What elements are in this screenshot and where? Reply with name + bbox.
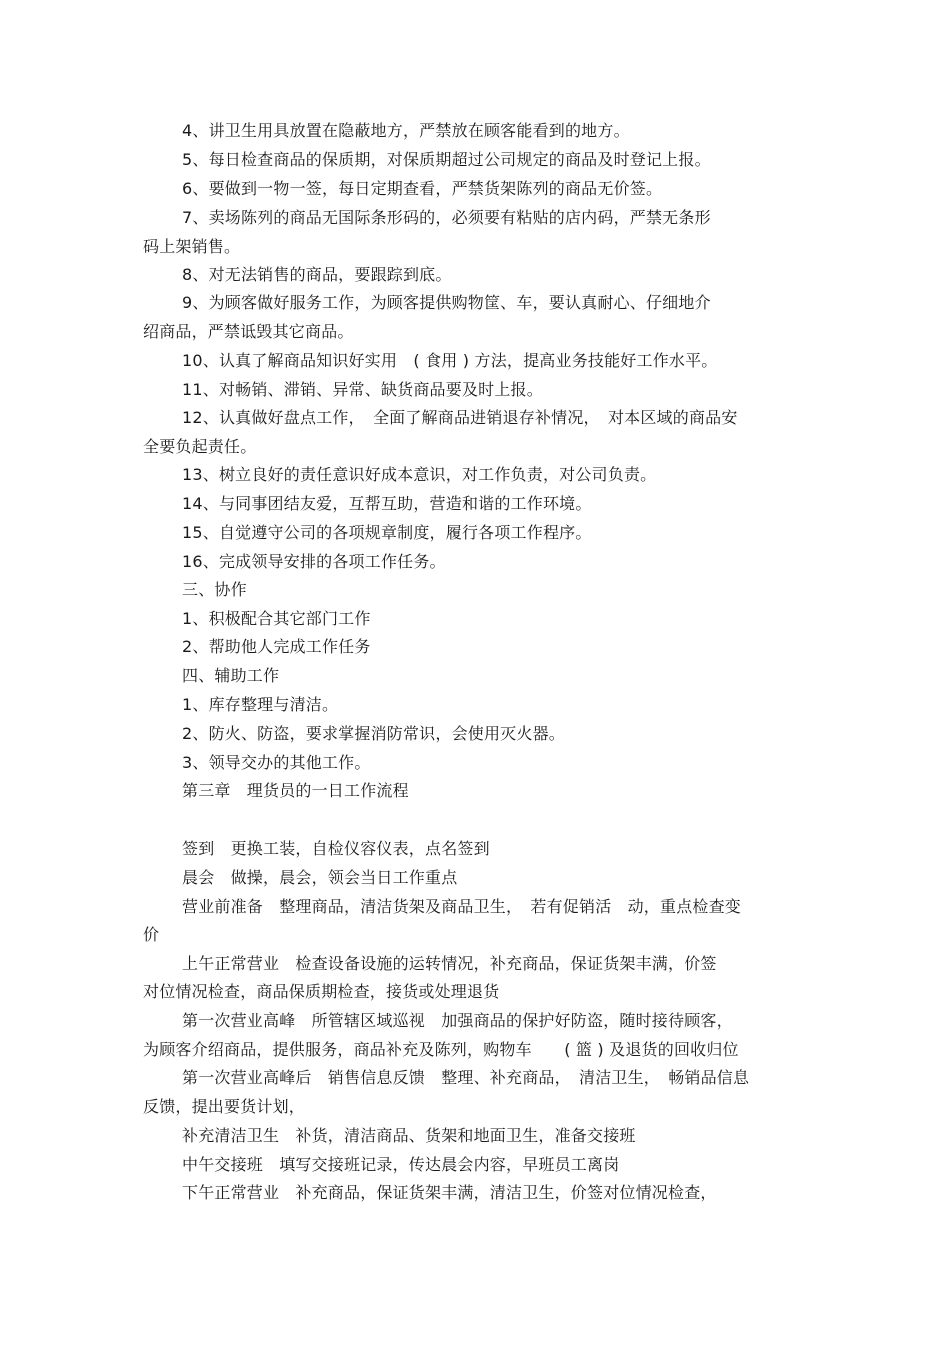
text-line: 对位情况检查，商品保质期检查，接货或处理退货 bbox=[143, 982, 500, 1001]
text-line: 签到 更换工装，自检仪容仪表，点名签到 bbox=[182, 839, 490, 858]
text-line: 下午正常营业 补充商品，保证货架丰满，清洁卫生，价签对位情况检查， bbox=[182, 1183, 717, 1202]
text-line: 中午交接班 填写交接班记录，传达晨会内容，早班员工离岗 bbox=[182, 1155, 620, 1174]
text-line: 上午正常营业 检查设备设施的运转情况，补充商品，保证货架丰满，价签 bbox=[182, 954, 717, 973]
text-line: 3、领导交办的其他工作。 bbox=[182, 753, 371, 772]
text-line: 13、树立良好的责任意识好成本意识，对工作负责，对公司负责。 bbox=[182, 465, 657, 484]
text-line: 2、帮助他人完成工作任务 bbox=[182, 637, 371, 656]
text-line: 1、积极配合其它部门工作 bbox=[182, 609, 371, 628]
text-line: 晨会 做操，晨会，领会当日工作重点 bbox=[182, 868, 458, 887]
text-line: 16、完成领导安排的各项工作任务。 bbox=[182, 552, 446, 571]
text-line: 绍商品，严禁诋毁其它商品。 bbox=[143, 322, 354, 341]
text-line: 8、对无法销售的商品，要跟踪到底。 bbox=[182, 265, 452, 284]
text-line: 5、每日检查商品的保质期，对保质期超过公司规定的商品及时登记上报。 bbox=[182, 150, 711, 169]
text-line: 营业前准备 整理商品，清洁货架及商品卫生， 若有促销活 动，重点检查变 bbox=[182, 897, 742, 916]
text-line: 7、卖场陈列的商品无国际条形码的，必须要有粘贴的店内码，严禁无条形 bbox=[182, 208, 711, 227]
text-line: 9、为顾客做好服务工作，为顾客提供购物筐、车，要认真耐心、仔细地介 bbox=[182, 293, 711, 312]
text-line: 1、库存整理与清洁。 bbox=[182, 695, 339, 714]
text-line: 为顾客介绍商品，提供服务，商品补充及陈列，购物车 ( 篮 ) 及退货的回收归位 bbox=[143, 1040, 739, 1059]
text-line: 全要负起责任。 bbox=[143, 437, 257, 456]
section-heading: 四、辅助工作 bbox=[182, 666, 280, 685]
text-line: 第一次营业高峰后 销售信息反馈 整理、补充商品， 清洁卫生， 畅销品信息 bbox=[182, 1068, 750, 1087]
text-line: 码上架销售。 bbox=[143, 237, 241, 256]
text-line: 15、自觉遵守公司的各项规章制度，履行各项工作程序。 bbox=[182, 523, 592, 542]
text-line: 12、认真做好盘点工作， 全面了解商品进销退存补情况， 对本区域的商品安 bbox=[182, 408, 738, 427]
text-line: 11、对畅销、滞销、异常、缺货商品要及时上报。 bbox=[182, 380, 543, 399]
chapter-heading: 第三章 理货员的一日工作流程 bbox=[182, 781, 409, 800]
text-line: 价 bbox=[143, 925, 160, 944]
text-line: 第一次营业高峰 所管辖区域巡视 加强商品的保护好防盗，随时接待顾客， bbox=[182, 1011, 733, 1030]
text-line: 14、与同事团结友爱，互帮互助，营造和谐的工作环境。 bbox=[182, 494, 592, 513]
text-line: 2、防火、防盗，要求掌握消防常识，会使用灭火器。 bbox=[182, 724, 565, 743]
text-line: 4、讲卫生用具放置在隐蔽地方，严禁放在顾客能看到的地方。 bbox=[182, 121, 630, 140]
section-heading: 三、协作 bbox=[182, 580, 247, 599]
text-line: 反馈，提出要货计划， bbox=[143, 1097, 306, 1116]
text-line: 10、认真了解商品知识好实用 ( 食用 ) 方法，提高业务技能好工作水平。 bbox=[182, 351, 718, 370]
text-line: 6、要做到一物一签，每日定期查看，严禁货架陈列的商品无价签。 bbox=[182, 179, 663, 198]
text-line: 补充清洁卫生 补货，清洁商品、货架和地面卫生，准备交接班 bbox=[182, 1126, 636, 1145]
